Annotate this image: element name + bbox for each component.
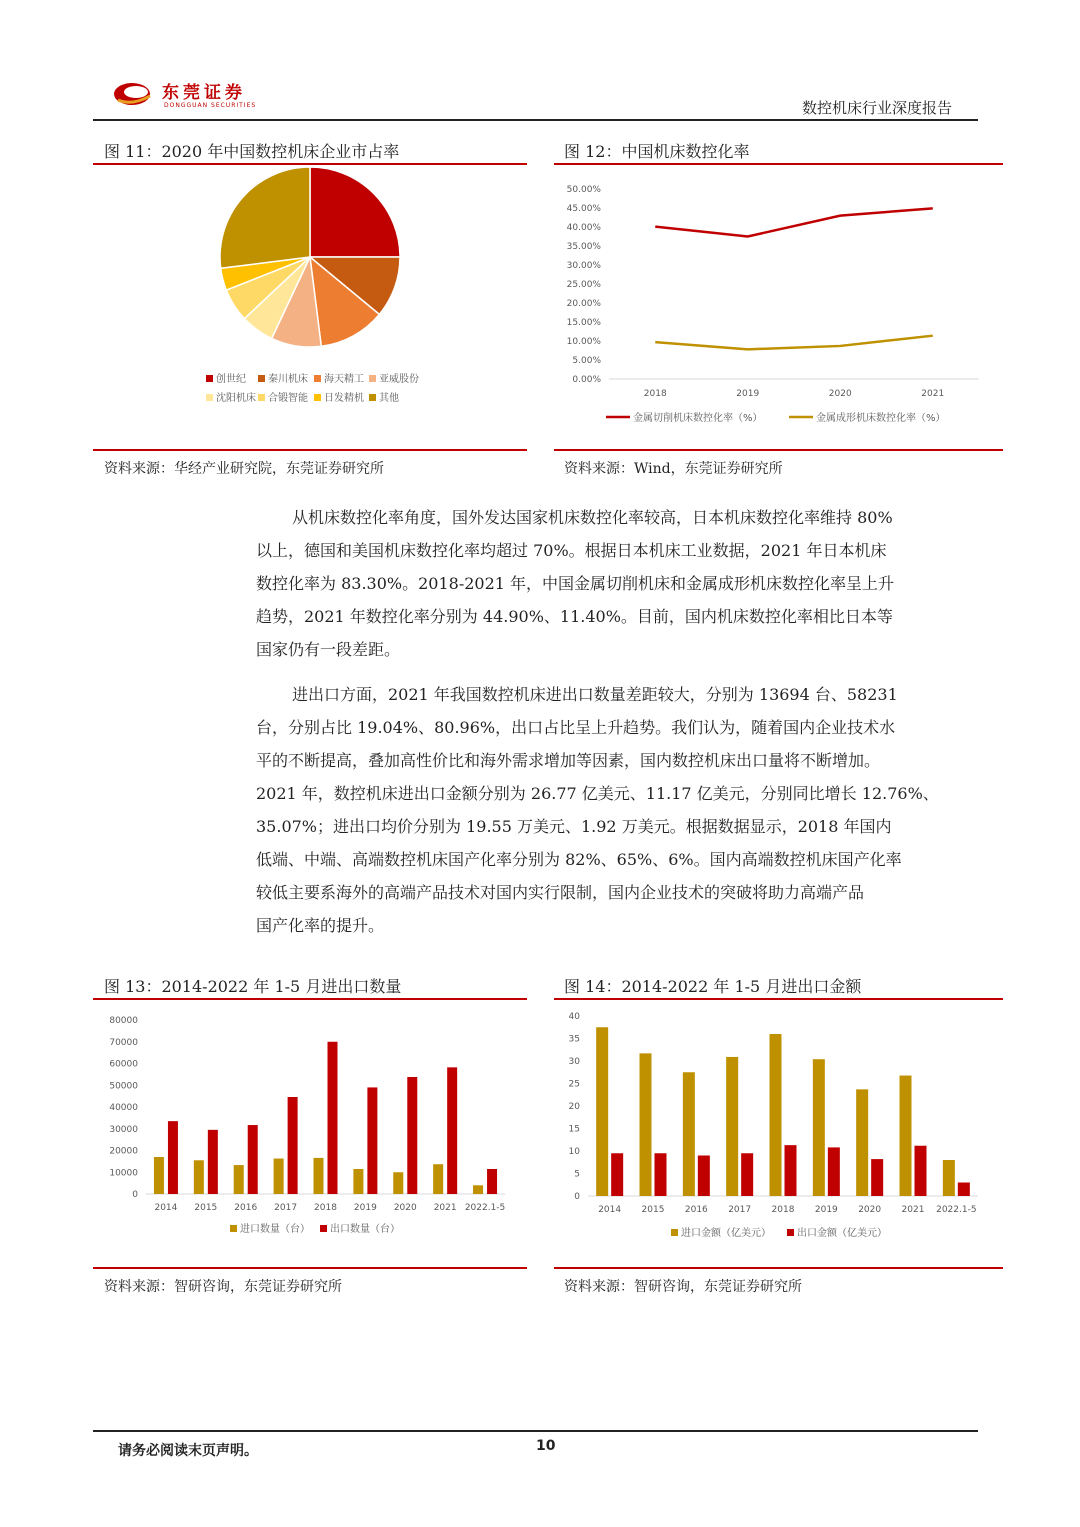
bar-import	[274, 1159, 284, 1194]
y-tick-label: 50.00%	[566, 185, 601, 195]
x-tick-label: 2018	[771, 1205, 795, 1215]
y-tick-label: 10.00%	[566, 337, 601, 347]
bar-export	[288, 1097, 298, 1194]
paragraph-line: 35.07%；进出口均价分别为 19.55 万美元、1.92 万美元。根据数据显示，2018 年国内	[256, 817, 892, 836]
x-tick-label: 2017	[274, 1203, 298, 1213]
bar-import	[314, 1158, 324, 1194]
x-tick-label: 2020	[858, 1205, 882, 1215]
x-tick-label: 2021	[901, 1205, 925, 1215]
fig11-pie-chart	[93, 166, 527, 446]
legend-label: 其他	[379, 393, 399, 404]
fig12-bottom-rule	[554, 449, 1003, 451]
legend-swatch-4	[369, 375, 376, 382]
bar-export	[785, 1145, 797, 1196]
legend-label: 进口数量（台）	[240, 1224, 310, 1235]
bar-export	[698, 1156, 710, 1197]
paragraph-line: 以上，德国和美国机床数控化率均超过 70%。根据日本机床工业数据，2021 年日本机床	[256, 541, 887, 560]
fig12-line-chart	[554, 166, 1003, 446]
y-tick-label: 35.00%	[566, 242, 601, 252]
x-tick-label: 2019	[736, 389, 760, 399]
x-tick-label: 2022.1-5	[464, 1203, 506, 1213]
bar-import	[943, 1160, 955, 1196]
y-tick-label: 0.00%	[572, 375, 601, 385]
bar-export	[407, 1077, 417, 1194]
bar-import	[640, 1053, 652, 1196]
bar-export	[871, 1159, 883, 1196]
bar-export	[487, 1169, 497, 1194]
legend-swatch-5	[206, 394, 213, 401]
fig13-bar-chart	[93, 1001, 527, 1265]
legend-swatch-2	[787, 1229, 794, 1236]
x-tick-label: 2021	[433, 1203, 457, 1213]
bar-import	[770, 1034, 782, 1196]
legend-swatch-1	[230, 1225, 237, 1232]
bar-export	[958, 1183, 970, 1197]
x-tick-label: 2022.1-5	[936, 1205, 977, 1215]
y-tick-label: 40000	[109, 1103, 138, 1113]
y-tick-label: 0	[574, 1192, 580, 1202]
legend-label: 出口金额（亿美元）	[797, 1228, 887, 1239]
legend-swatch-1	[671, 1229, 678, 1236]
bar-import	[900, 1076, 912, 1196]
x-tick-label: 2015	[194, 1203, 218, 1213]
paragraph-import-export	[256, 678, 978, 942]
logo-cn-text: 东莞证券	[162, 83, 246, 103]
bar-export	[655, 1153, 667, 1196]
x-tick-label: 2020	[828, 389, 852, 399]
bar-export	[915, 1146, 927, 1196]
fig14-top-rule	[554, 998, 1003, 1000]
y-tick-label: 30.00%	[566, 261, 601, 271]
paragraph-line: 进出口方面，2021 年我国数控机床进出口数量差距较大，分别为 13694 台、58231	[292, 685, 898, 704]
bar-import	[473, 1185, 483, 1194]
legend-label: 出口数量（台）	[330, 1224, 400, 1235]
legend-swatch-8	[369, 394, 376, 401]
legend-label: 秦川机床	[268, 374, 308, 385]
bar-export	[367, 1087, 377, 1194]
legend-swatch-2	[258, 375, 265, 382]
paragraph-line: 台，分别占比 19.04%、80.96%，出口占比呈上升趋势。我们认为，随着国内企业技术水	[256, 718, 896, 737]
y-tick-label: 35	[568, 1034, 580, 1045]
y-tick-label: 50000	[109, 1081, 138, 1092]
header-divider	[93, 119, 978, 121]
y-tick-label: 15	[568, 1124, 580, 1135]
fig13-source: 资料来源：智研咨询，东莞证券研究所	[104, 1279, 342, 1295]
bar-export	[328, 1042, 338, 1194]
bar-export	[248, 1125, 258, 1194]
footer-disclaimer-note: 请务必阅读末页声明。	[118, 1443, 258, 1459]
y-tick-label: 5	[574, 1169, 580, 1180]
legend-swatch-6	[258, 394, 265, 401]
bar-import	[856, 1089, 868, 1196]
y-tick-label: 45.00%	[566, 204, 601, 214]
logo-en-text: DONGGUAN SECURITIES	[164, 102, 257, 109]
bar-import	[683, 1072, 695, 1196]
fig12-title: 图 12：中国机床数控化率	[564, 142, 750, 161]
fig13-bottom-rule	[93, 1267, 527, 1269]
fig14-title: 图 14：2014-2022 年 1-5 月进出口金额	[564, 977, 862, 996]
y-tick-label: 15.00%	[566, 318, 601, 328]
legend-label: 创世纪	[216, 374, 246, 385]
bar-import	[154, 1157, 164, 1194]
bar-import	[393, 1172, 403, 1194]
paragraph-line: 国产化率的提升。	[256, 916, 385, 935]
paragraph-line: 从机床数控化率角度，国外发达国家机床数控化率较高，日本机床数控化率维持 80%	[292, 508, 893, 527]
bar-import	[433, 1164, 443, 1194]
y-tick-label: 25	[568, 1079, 580, 1090]
y-tick-label: 10	[568, 1147, 580, 1157]
x-tick-label: 2019	[353, 1203, 377, 1213]
fig11-source: 资料来源：华经产业研究院，东莞证券研究所	[104, 461, 384, 477]
bar-import	[353, 1169, 363, 1194]
x-tick-label: 2020	[393, 1203, 417, 1213]
fig14-source: 资料来源：智研咨询，东莞证券研究所	[564, 1279, 802, 1295]
bar-export	[828, 1147, 840, 1196]
y-tick-label: 30000	[109, 1124, 138, 1135]
legend-label: 亚威股份	[379, 374, 419, 385]
bar-import	[726, 1057, 738, 1196]
bar-import	[813, 1059, 825, 1196]
legend-swatch-3	[314, 375, 321, 382]
y-tick-label: 30	[568, 1057, 580, 1067]
bar-export	[447, 1067, 457, 1194]
bar-export	[611, 1153, 623, 1196]
fig12-top-rule	[554, 163, 1003, 165]
x-tick-label: 2021	[921, 389, 945, 399]
bar-import	[234, 1165, 244, 1194]
x-tick-label: 2014	[598, 1205, 622, 1215]
x-tick-label: 2018	[643, 389, 667, 399]
x-tick-label: 2018	[314, 1203, 337, 1213]
fig11-bottom-rule	[93, 449, 527, 451]
y-tick-label: 0	[132, 1190, 138, 1200]
y-tick-label: 5.00%	[572, 356, 601, 366]
fig13-top-rule	[93, 998, 527, 1000]
fig14-bottom-rule	[554, 1267, 1003, 1269]
legend-swatch-1	[206, 375, 213, 382]
bar-export	[208, 1130, 218, 1194]
paragraph-line: 数控化率为 83.30%。2018-2021 年，中国金属切削机床和金属成形机床数控化率呈上升	[256, 574, 895, 593]
bar-export	[168, 1121, 178, 1194]
paragraph-line: 平的不断提高，叠加高性价比和海外需求增加等因素，国内数控机床出口量将不断增加。	[256, 751, 881, 770]
report-title: 数控机床行业深度报告	[801, 99, 952, 117]
footer-divider	[93, 1430, 978, 1432]
paragraph-line: 较低主要系海外的高端产品技术对国内实行限制，国内企业技术的突破将助力高端产品	[256, 883, 865, 902]
legend-swatch-7	[314, 394, 321, 401]
bar-export	[741, 1153, 753, 1196]
paragraph-line: 低端、中端、高端数控机床国产化率分别为 82%、65%、6%。国内高端数控机床国产化率	[256, 850, 902, 869]
x-tick-label: 2017	[728, 1205, 752, 1215]
pie-slice-1	[310, 167, 400, 257]
legend-label: 金属成形机床数控化率（%）	[816, 413, 946, 424]
y-tick-label: 20.00%	[566, 299, 601, 309]
y-tick-label: 40.00%	[566, 223, 601, 233]
y-tick-label: 40	[568, 1012, 580, 1022]
x-tick-label: 2015	[641, 1205, 665, 1215]
x-tick-label: 2016	[234, 1203, 258, 1213]
y-tick-label: 60000	[109, 1059, 138, 1070]
fig14-bar-chart	[554, 1001, 1003, 1265]
bar-import	[596, 1027, 608, 1196]
y-tick-label: 20	[568, 1102, 580, 1112]
x-tick-label: 2016	[684, 1205, 708, 1215]
y-tick-label: 70000	[109, 1037, 138, 1048]
x-tick-label: 2019	[814, 1205, 838, 1215]
series-line-2	[655, 336, 933, 350]
legend-label: 沈阳机床	[216, 393, 256, 404]
legend-label: 日发精机	[324, 393, 364, 404]
paragraph-line: 趋势，2021 年数控化率分别为 44.90%、11.40%。目前，国内机床数控化率相比日本等	[256, 607, 893, 626]
x-tick-label: 2014	[154, 1203, 178, 1213]
company-logo	[112, 80, 312, 110]
legend-label: 进口金额（亿美元）	[681, 1228, 771, 1239]
paragraph-line: 2021 年，数控机床进出口金额分别为 26.77 亿美元、11.17 亿美元，分别同比增长 12.76%、	[256, 784, 939, 803]
series-line-1	[655, 208, 933, 236]
page-number: 10	[536, 1438, 556, 1454]
legend-label: 金属切削机床数控化率（%）	[633, 413, 763, 424]
legend-label: 合锻智能	[268, 393, 308, 404]
fig11-top-rule	[93, 163, 527, 165]
y-tick-label: 20000	[109, 1146, 138, 1157]
y-tick-label: 80000	[109, 1016, 138, 1026]
legend-label: 海天精工	[324, 374, 364, 385]
paragraph-line: 国家仍有一段差距。	[256, 640, 401, 659]
legend-swatch-2	[320, 1225, 327, 1232]
fig12-source: 资料来源：Wind，东莞证券研究所	[564, 461, 783, 477]
y-tick-label: 25.00%	[566, 280, 601, 290]
y-tick-label: 10000	[109, 1168, 138, 1179]
fig11-title: 图 11：2020 年中国数控机床企业市占率	[104, 142, 400, 161]
bar-import	[194, 1160, 204, 1194]
pie-slice-8	[220, 167, 310, 268]
fig13-title: 图 13：2014-2022 年 1-5 月进出口数量	[104, 977, 402, 996]
logo-emblem-icon	[112, 80, 312, 110]
paragraph-nc-rate	[256, 501, 978, 666]
